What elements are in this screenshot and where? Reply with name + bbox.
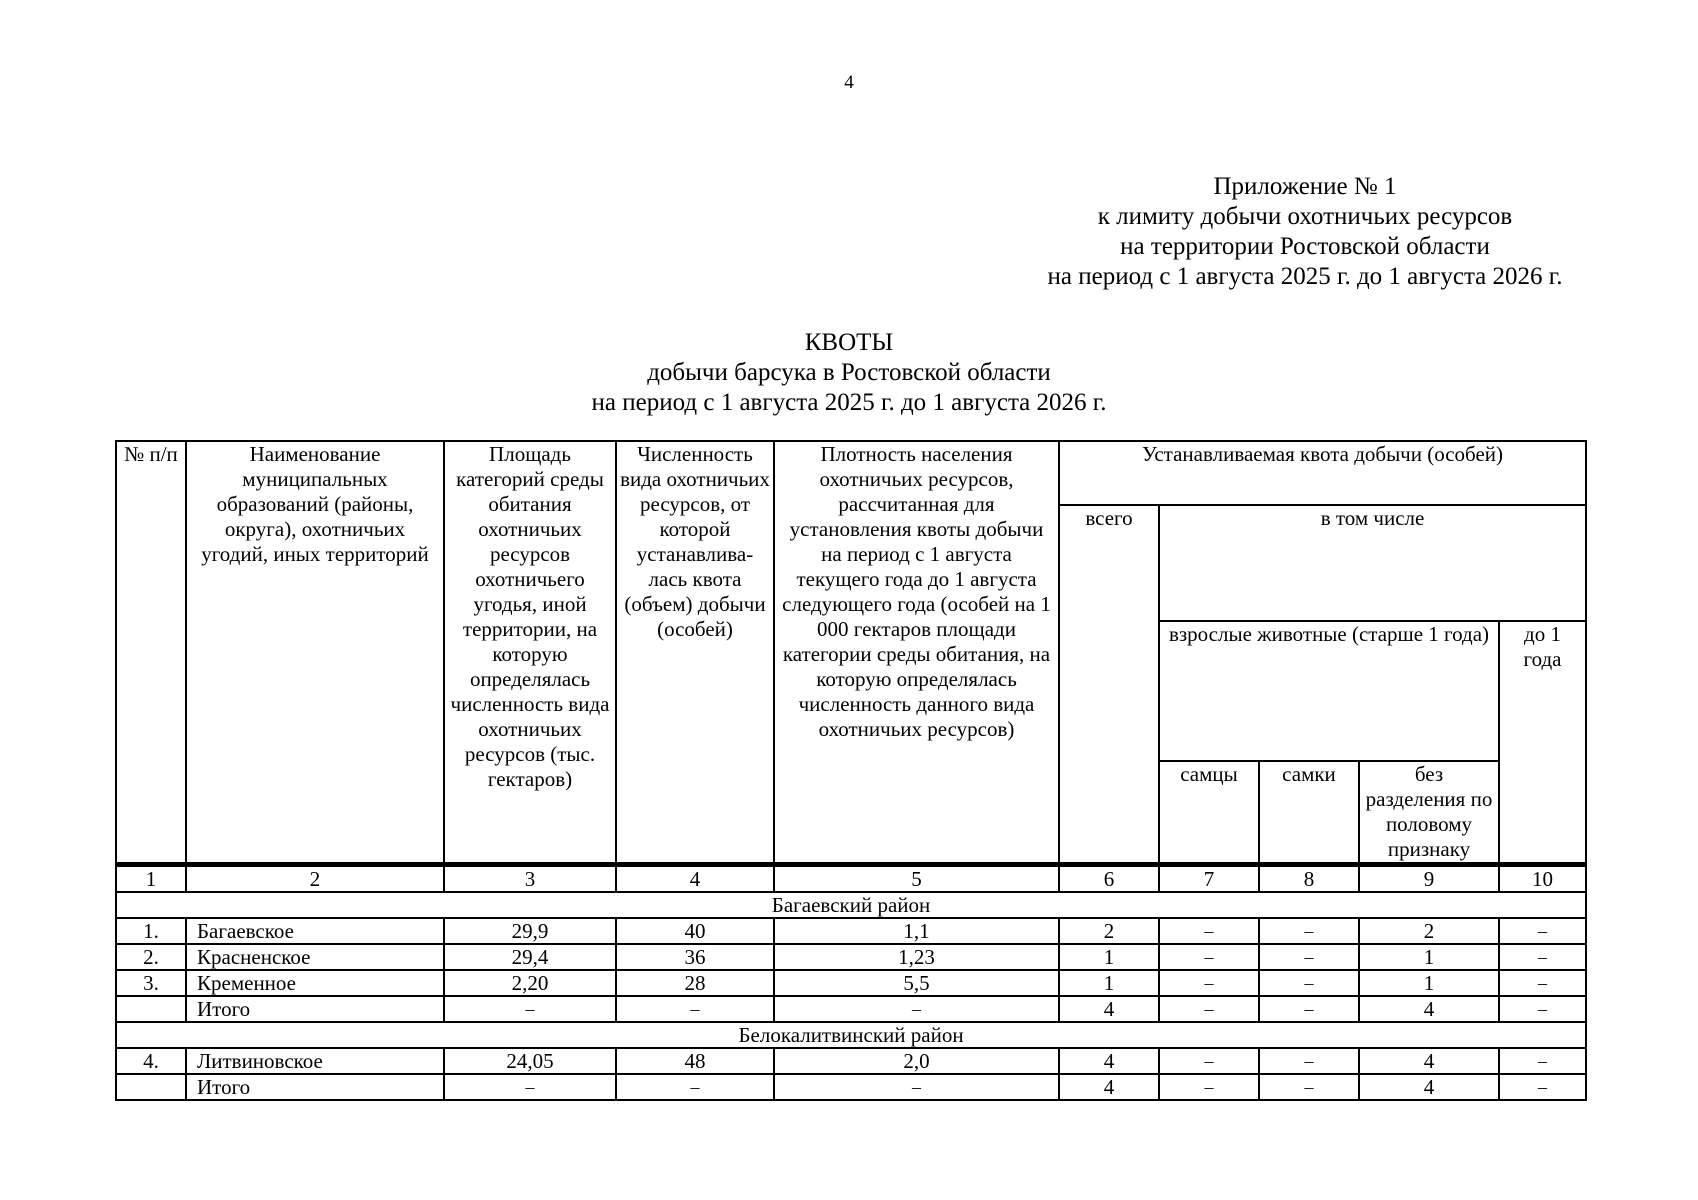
row-density: 2,0 [774, 1048, 1059, 1074]
row-count: 36 [616, 944, 774, 970]
row-total: 1 [1059, 970, 1159, 996]
appendix-line-1: Приложение № 1 [1213, 173, 1397, 200]
row-density: 1,1 [774, 918, 1059, 944]
row-name: Кременное [186, 970, 444, 996]
title-line-1: КВОТЫ [804, 329, 894, 356]
row-density: – [774, 1074, 1059, 1100]
row-under-1: – [1499, 1074, 1586, 1100]
row-density: 5,5 [774, 970, 1059, 996]
row-area: 29,9 [444, 918, 616, 944]
row-area: 29,4 [444, 944, 616, 970]
row-males: – [1159, 1074, 1259, 1100]
appendix-line-4: на период с 1 августа 2025 г. до 1 августа 2026 г. [1047, 263, 1563, 290]
row-females: – [1259, 996, 1359, 1022]
quota-table [115, 440, 1587, 1101]
header-females: самки [1259, 761, 1359, 865]
column-number: 4 [616, 865, 774, 893]
page-number: 4 [844, 72, 854, 93]
row-females: – [1259, 1048, 1359, 1074]
row-no-sex: 4 [1359, 1074, 1499, 1100]
column-number: 6 [1059, 865, 1159, 893]
row-number [116, 996, 186, 1022]
row-count: – [616, 996, 774, 1022]
row-under-1: – [1499, 996, 1586, 1022]
header-males: самцы [1159, 761, 1259, 865]
table-row [116, 1048, 1586, 1074]
header-municipality: Наименование муниципальных образований (районы, округа), охотничьих угодий, иных территорий [186, 441, 444, 865]
row-males: – [1159, 1048, 1259, 1074]
table-row [116, 918, 1586, 944]
header-density: Плотность населения охотничьих ресурсов, рассчитанная для установления квоты добычи на период с 1 августа текущего года до 1 августа следующего года (особей на 1 000 гектаров площади категории среды обитания, на которую определялась численность данного вида охотничьих ресурсов) [774, 441, 1059, 865]
row-area: – [444, 996, 616, 1022]
row-no-sex: 4 [1359, 1048, 1499, 1074]
header-number: № п/п [116, 441, 186, 865]
row-females: – [1259, 918, 1359, 944]
row-name: Красненское [186, 944, 444, 970]
row-count: – [616, 1074, 774, 1100]
header-population: Численность вида охотничьих ресурсов, от которой устанавлива-лась квота (объем) добычи (особей) [616, 441, 774, 865]
row-count: 28 [616, 970, 774, 996]
table-row [116, 996, 1586, 1022]
row-males: – [1159, 996, 1259, 1022]
appendix-line-3: на территории Ростовской области [1120, 233, 1490, 260]
row-density: 1,23 [774, 944, 1059, 970]
header-adults: взрослые животные (старше 1 года) [1159, 621, 1499, 762]
table-row [116, 970, 1586, 996]
column-number: 7 [1159, 865, 1259, 893]
row-name: Багаевское [186, 918, 444, 944]
document-title [0, 328, 1698, 418]
appendix-block [1005, 172, 1605, 292]
row-under-1: – [1499, 970, 1586, 996]
row-no-sex: 4 [1359, 996, 1499, 1022]
row-males: – [1159, 918, 1259, 944]
row-total: 4 [1059, 1074, 1159, 1100]
row-total: 4 [1059, 996, 1159, 1022]
row-no-sex: 1 [1359, 970, 1499, 996]
row-females: – [1259, 1074, 1359, 1100]
row-number: 3. [116, 970, 186, 996]
column-number: 5 [774, 865, 1059, 893]
row-area: 24,05 [444, 1048, 616, 1074]
row-total: 4 [1059, 1048, 1159, 1074]
row-number [116, 1074, 186, 1100]
row-number: 2. [116, 944, 186, 970]
row-area: 2,20 [444, 970, 616, 996]
row-area: – [444, 1074, 616, 1100]
table-row [116, 1074, 1586, 1100]
column-number: 8 [1259, 865, 1359, 893]
section-title: Белокалитвинский район [116, 1022, 1586, 1048]
row-name: Итого [186, 1074, 444, 1100]
row-males: – [1159, 970, 1259, 996]
row-total: 2 [1059, 918, 1159, 944]
header-area: Площадь категорий среды обитания охотничьих ресурсов охотничьего угодья, иной территории, на которую определялась численность вида охотничьих ресурсов (тыс. гектаров) [444, 441, 616, 865]
section-row [116, 1022, 1586, 1048]
header-under-1: до 1 года [1499, 621, 1586, 865]
row-total: 1 [1059, 944, 1159, 970]
row-no-sex: 2 [1359, 918, 1499, 944]
row-name: Итого [186, 996, 444, 1022]
title-line-3: на период с 1 августа 2025 г. до 1 августа 2026 г. [591, 389, 1107, 416]
table-row [116, 944, 1586, 970]
column-number: 1 [116, 865, 186, 893]
section-row [116, 892, 1586, 918]
section-title: Багаевский район [116, 892, 1586, 918]
column-number: 10 [1499, 865, 1586, 893]
row-under-1: – [1499, 944, 1586, 970]
row-number: 4. [116, 1048, 186, 1074]
row-density: – [774, 996, 1059, 1022]
header-no-sex: без разделения по половому признаку [1359, 761, 1499, 865]
row-males: – [1159, 944, 1259, 970]
title-line-2: добычи барсука в Ростовской области [647, 359, 1051, 386]
column-number: 2 [186, 865, 444, 893]
row-under-1: – [1499, 1048, 1586, 1074]
appendix-line-2: к лимиту добычи охотничьих ресурсов [1097, 203, 1513, 230]
row-number: 1. [116, 918, 186, 944]
row-count: 48 [616, 1048, 774, 1074]
row-females: – [1259, 970, 1359, 996]
header-quota-group: Устанавливаемая квота добычи (особей) [1059, 441, 1586, 505]
column-number-row [116, 865, 1586, 893]
header-total: всего [1059, 505, 1159, 865]
row-name: Литвиновское [186, 1048, 444, 1074]
header-including: в том числе [1159, 505, 1586, 621]
column-number: 3 [444, 865, 616, 893]
row-under-1: – [1499, 918, 1586, 944]
row-females: – [1259, 944, 1359, 970]
row-no-sex: 1 [1359, 944, 1499, 970]
column-number: 9 [1359, 865, 1499, 893]
row-count: 40 [616, 918, 774, 944]
